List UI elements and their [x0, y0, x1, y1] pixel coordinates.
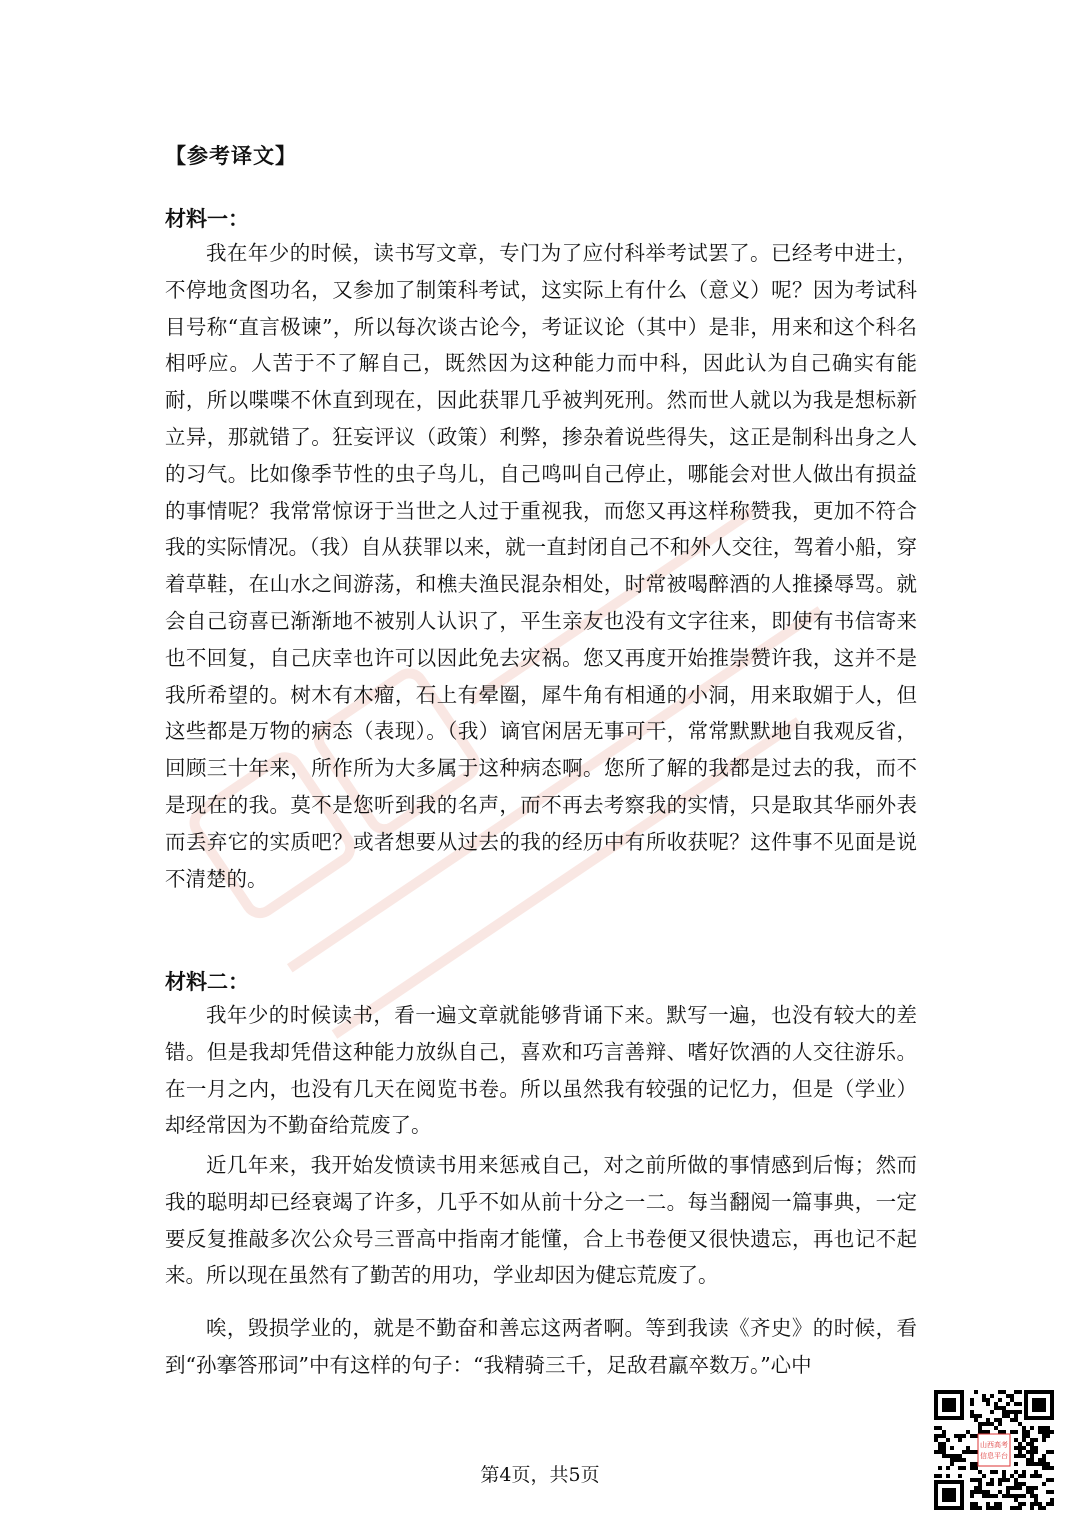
qr-code	[932, 1388, 1056, 1512]
material-2-paragraph-1: 我年少的时候读书，看一遍文章就能够背诵下来。默写一遍，也没有较大的差错。但是我却凭借这种能力放纵自己，喜欢和巧言善辩、嗜好饮酒的人交往游乐。在一月之内，也没有几天在阅览书卷。所以虽然我有较强的记忆力，但是（学业）却经常因为不勤奋给荒废了。	[165, 1003, 917, 1138]
material-1-heading: 材料一：	[165, 207, 249, 231]
material-1-paragraph: 我在年少的时候，读书写文章，专门为了应付科举考试罢了。已经考中进士，不停地贪图功名，又参加了制策科考试，这实际上有什么（意义）呢？因为考试科目号称“直言极谏”，所以每次谈古论今，考证议论（其中）是非，用来和这个科名相呼应。人苦于不了解自己，既然因为这种能力而中科，因此认为自己确实有能耐，所以喋喋不休直到现在，因此获罪几乎被判死刑。然而世人就以为我是想标新立异，那就错了。狂妄评议（政策）利弊，掺杂着说些得失，这正是制科出身之人的习气。比如像季节性的虫子鸟儿，自己鸣叫自己停止，哪能会对世人做出有损益的事情呢？我常常惊讶于当世之人过于重视我，而您又再这样称赞我，更加不符合我的实际情况。（我）自从获罪以来，就一直封闭自己不和外人交往，驾着小船，穿着草鞋，在山水之间游荡，和樵夫渔民混杂相处，时常被喝醉酒的人推搡辱骂。就会自己窃喜已渐渐地不被别人认识了，平生亲友也没有文字往来，即使有书信寄来也不回复，自己庆幸也许可以因此免去灾祸。您又再度开始推崇赞许我，这并不是我所希望的。树木有木瘤，石上有晕圈，犀牛角有相通的小洞，用来取媚于人，但这些都是万物的病态（表现）。（我）谪官闲居无事可干，常常默默地自我观反省，回顾三十年来，所作所为大多属于这种病态啊。您所了解的我都是过去的我，而不是现在的我。莫不是您听到我的名声，而不再去考察我的实情，只是取其华丽外表而丢弃它的实质吧？或者想要从过去的我的经历中有所收获呢？这件事不见面是说不清楚的。	[165, 241, 917, 891]
svg-text:山西高考: 山西高考	[980, 1441, 1008, 1449]
svg-text:信息平台: 信息平台	[980, 1452, 1008, 1460]
material-2-paragraph-3: 唉，毁损学业的，就是不勤奋和善忘这两者啊。等到我读《齐史》的时候，看到“孙搴答邢词”中有这样的句子：“我精骑三千，足敌君羸卒数万。”心中	[165, 1316, 917, 1377]
material-2-heading: 材料二：	[165, 970, 249, 994]
section-title: 【参考译文】	[165, 144, 297, 168]
qr-code-icon	[932, 1388, 1056, 1512]
page-number: 第4页，共5页	[480, 1464, 600, 1486]
material-2-paragraph-2: 近几年来，我开始发愤读书用来惩戒自己，对之前所做的事情感到后悔；然而我的聪明却已经衰竭了许多，几乎不如从前十分之一二。每当翻阅一篇事典，一定要反复推敲多次公众号三晋高中指南才能懂，合上书卷便又很快遗忘，再也记不起来。所以现在虽然有了勤苦的用功，学业却因为健忘荒废了。	[165, 1153, 917, 1288]
